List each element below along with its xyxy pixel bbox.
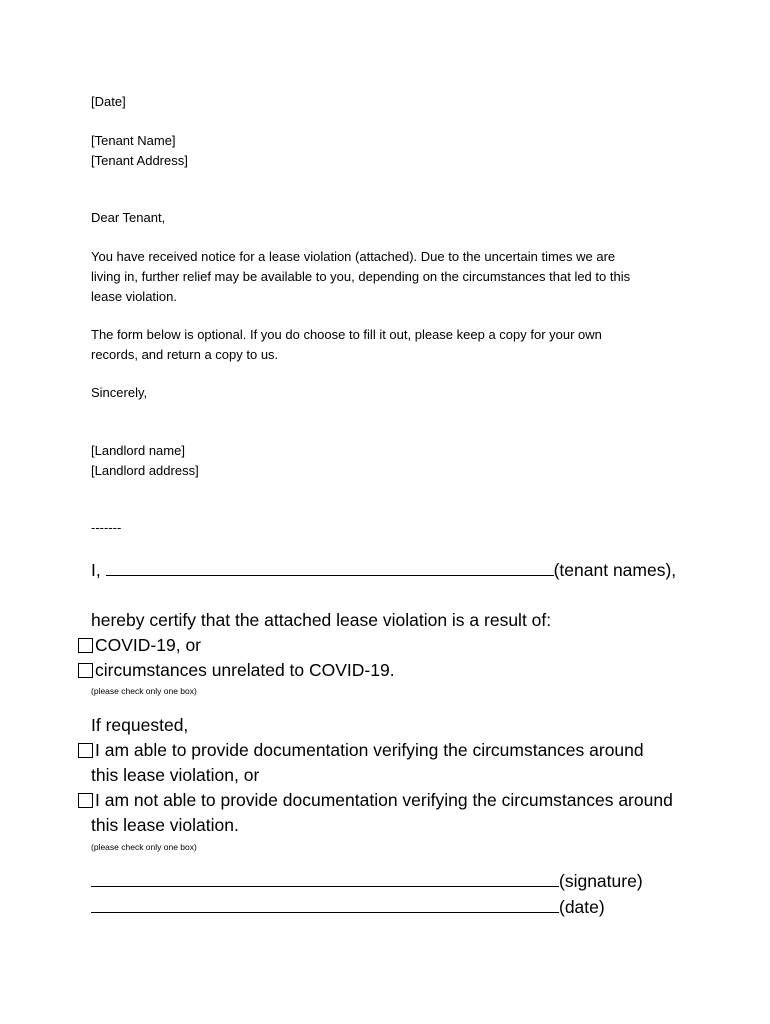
- unrelated-checkbox[interactable]: [78, 663, 93, 678]
- salutation: Dear Tenant,: [91, 210, 166, 225]
- doc-able-checkbox[interactable]: [78, 743, 93, 758]
- option-covid-label: COVID-19, or: [95, 635, 201, 655]
- certify-statement: hereby certify that the attached lease violation is a result of:: [91, 610, 552, 630]
- tenant-address-placeholder: [Tenant Address]: [91, 153, 188, 168]
- paragraph-2-line-1: The form below is optional. If you do choose to fill it out, please keep a copy for your own: [91, 327, 602, 342]
- tenant-names-blank[interactable]: [106, 558, 554, 576]
- date-line: [91, 895, 605, 920]
- paragraph-1-line-3: lease violation.: [91, 289, 177, 304]
- signature-blank[interactable]: [91, 869, 559, 887]
- closing: Sincerely,: [91, 385, 148, 400]
- doc-not-able-line-2: this lease violation.: [91, 815, 239, 835]
- option-unrelated-label: circumstances unrelated to COVID-19.: [95, 660, 395, 680]
- covid-checkbox[interactable]: [78, 638, 93, 653]
- landlord-name-placeholder: [Landlord name]: [91, 443, 185, 458]
- check-one-note-2: (please check only one box): [91, 842, 197, 852]
- check-one-note-1: (please check only one box): [91, 686, 197, 696]
- signature-label: (signature): [559, 871, 643, 891]
- doc-not-able-checkbox[interactable]: [78, 793, 93, 808]
- tenant-names-line: [91, 558, 676, 583]
- separator: -------: [91, 520, 122, 535]
- date-label: (date): [559, 897, 605, 917]
- i-prefix: I,: [91, 560, 101, 580]
- signature-line: [91, 869, 643, 894]
- paragraph-1-line-2: living in, further relief may be available to you, depending on the circumstances that led to this: [91, 269, 631, 284]
- landlord-address-placeholder: [Landlord address]: [91, 463, 199, 478]
- date-blank[interactable]: [91, 895, 559, 913]
- if-requested-label: If requested,: [91, 715, 189, 735]
- doc-not-able-line-1: I am not able to provide documentation verifying the circumstances around: [95, 790, 673, 810]
- paragraph-2-line-2: records, and return a copy to us.: [91, 347, 279, 362]
- tenant-names-label: (tenant names),: [553, 560, 677, 580]
- paragraph-1-line-1: You have received notice for a lease violation (attached). Due to the uncertain times we are: [91, 249, 616, 264]
- tenant-name-placeholder: [Tenant Name]: [91, 133, 176, 148]
- doc-able-line-1: I am able to provide documentation verifying the circumstances around: [95, 740, 644, 760]
- date-placeholder: [Date]: [91, 94, 126, 109]
- doc-able-line-2: this lease violation, or: [91, 765, 260, 785]
